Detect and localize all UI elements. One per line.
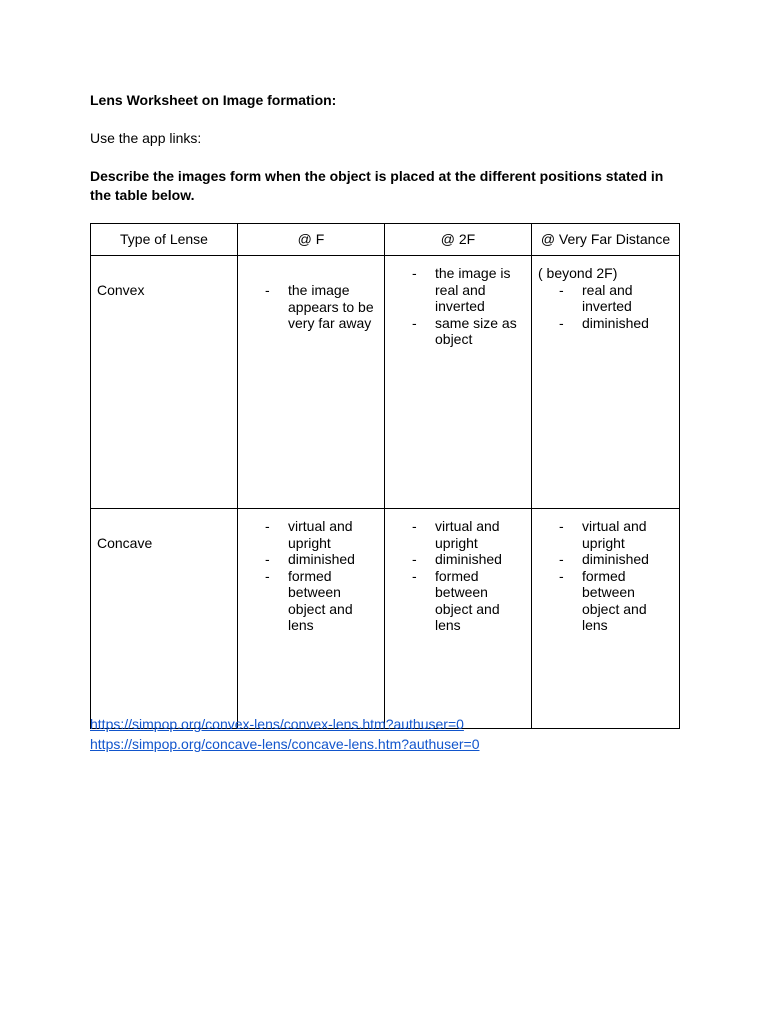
list-item: - diminished — [412, 551, 502, 567]
header-type: Type of Lense — [91, 224, 238, 256]
header-at-f: @ F — [238, 224, 385, 256]
header-at-2f: @ 2F — [385, 224, 532, 256]
concave-at-2f-cell — [385, 509, 532, 729]
list-item: - diminished — [559, 314, 649, 331]
convex-at-f-cell — [238, 256, 385, 509]
list-item: - formed between object and lens — [412, 567, 500, 633]
convex-type-cell: Convex — [91, 256, 238, 509]
concave-at-f-cell — [238, 509, 385, 729]
list-item: - real and inverted — [559, 281, 633, 314]
lens-table — [90, 223, 680, 729]
list-item: - same size as object — [412, 314, 517, 347]
instructions-text: Describe the images form when the object is placed at the different positions stated in the table below. — [90, 168, 664, 203]
list-item: - virtual and upright — [559, 518, 647, 551]
list-item: - the image is real and inverted — [412, 265, 511, 314]
page-title: Lens Worksheet on Image formation: — [90, 92, 337, 108]
convex-at-2f-cell — [385, 256, 532, 509]
table-row-convex — [91, 256, 680, 509]
convex-lens-link[interactable]: https://simpop.org/convex-lens/convex-lens.htm?authuser=0 — [90, 716, 464, 732]
convex-far-cell — [532, 256, 680, 509]
beyond-2f-note: ( beyond 2F) — [538, 265, 618, 281]
list-item: - virtual and upright — [265, 518, 353, 551]
list-item: - diminished — [559, 551, 649, 567]
concave-lens-link[interactable]: https://simpop.org/concave-lens/concave-lens.htm?authuser=0 — [90, 736, 480, 752]
intro-text: Use the app links: — [90, 130, 202, 146]
header-far: @ Very Far Distance — [532, 224, 680, 256]
table-row-concave — [91, 509, 680, 729]
list-item: - the image appears to be very far away — [265, 282, 374, 331]
app-links — [90, 714, 480, 754]
list-item: - formed between object and lens — [265, 567, 353, 633]
list-item: - formed between object and lens — [559, 567, 647, 633]
list-item: - virtual and upright — [412, 518, 500, 551]
table-header-row — [91, 224, 680, 256]
concave-far-cell — [532, 509, 680, 729]
list-item: - diminished — [265, 551, 355, 567]
concave-type-cell: Concave — [91, 509, 238, 729]
